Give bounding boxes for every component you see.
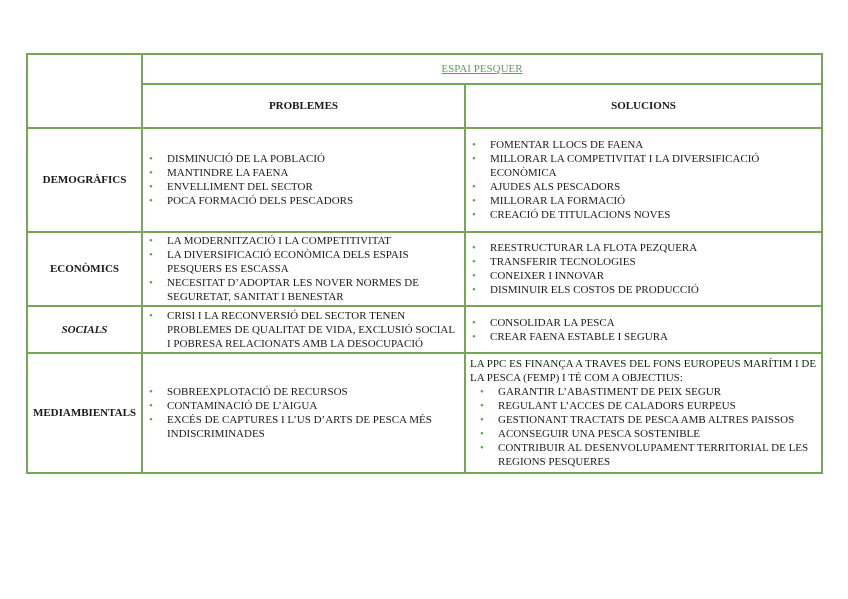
- empty-corner-cell: [27, 54, 142, 128]
- list-item: • GARANTIR L’ABASTIMENT DE PEIX SEGUR: [480, 385, 817, 399]
- table-row: [27, 232, 822, 306]
- list-item: • CONTRIBUIR AL DESENVOLUPAMENT TERRITORIAL DE LES REGIONS PESQUERES: [480, 441, 817, 469]
- table-row: [27, 128, 822, 232]
- list-item: • MILLORAR LA COMPETIVITAT I LA DIVERSIFICACIÓ ECONÒMICA: [472, 152, 817, 180]
- list-item: • NECESITAT D’ADOPTAR LES NOVER NORMES DE SEGURETAT, SANITAT I BENESTAR: [149, 276, 460, 304]
- list-item: • FOMENTAR LLOCS DE FAENA: [472, 138, 817, 152]
- table-title: ESPAI PESQUER: [142, 54, 822, 84]
- list-item: • LA DIVERSIFICACIÓ ECONÒMICA DELS ESPAIS PESQUERS ES ESCASSA: [149, 248, 460, 276]
- list-item: • MILLORAR LA FORMACIÓ: [472, 194, 817, 208]
- list-item: • CREACIÓ DE TITULACIONS NOVES: [472, 208, 817, 222]
- list-item: • REESTRUCTURAR LA FLOTA PEZQUERA: [472, 241, 817, 255]
- list-item: • EXCÉS DE CAPTURES I L’US D’ARTS DE PESCA MÉS INDISCRIMINADES: [149, 413, 460, 441]
- list-item: • POCA FORMACIÓ DELS PESCADORS: [149, 194, 460, 208]
- list-item: • TRANSFERIR TECNOLOGIES: [472, 255, 817, 269]
- list-item: • SOBREEXPLOTACIÓ DE RECURSOS: [149, 385, 460, 399]
- solutions-intro: LA PPC ES FINANÇA A TRAVES DEL FONS EUROPEUS MARÍTIM I DE LA PESCA (FEMP) I TÉ COM A OBJECTIUS:: [470, 358, 817, 384]
- list-item: • CONSOLIDAR LA PESCA: [472, 316, 817, 330]
- solutions-cell: [465, 306, 822, 353]
- category-mediambientals: MEDIAMBIENTALS: [27, 353, 142, 473]
- fishing-space-table: [26, 53, 823, 474]
- list-item: • MANTINDRE LA FAENA: [149, 166, 460, 180]
- list-item: • DISMINUIR ELS COSTOS DE PRODUCCIÓ: [472, 283, 817, 297]
- solutions-cell: [465, 128, 822, 232]
- table-row: [27, 306, 822, 353]
- list-item: • ACONSEGUIR UNA PESCA SOSTENIBLE: [480, 427, 817, 441]
- list-item: • GESTIONANT TRACTATS DE PESCA AMB ALTRES PAISSOS: [480, 413, 817, 427]
- list-item: • ENVELLIMENT DEL SECTOR: [149, 180, 460, 194]
- solutions-cell: [465, 232, 822, 306]
- header-solutions: SOLUCIONS: [465, 84, 822, 128]
- table-row: [27, 353, 822, 473]
- list-item: • CONTAMINACIÓ DE L’AIGUA: [149, 399, 460, 413]
- list-item: • AJUDES ALS PESCADORS: [472, 180, 817, 194]
- problems-cell: [142, 232, 465, 306]
- list-item: • REGULANT L’ACCES DE CALADORS EURPEUS: [480, 399, 817, 413]
- problems-cell: [142, 128, 465, 232]
- list-item: • DISMINUCIÓ DE LA POBLACIÓ: [149, 152, 460, 166]
- problems-cell: [142, 353, 465, 473]
- category-economics: ECONÒMICS: [27, 232, 142, 306]
- list-item: • LA MODERNITZACIÓ I LA COMPETITIVITAT: [149, 234, 460, 248]
- header-problems: PROBLEMES: [142, 84, 465, 128]
- category-demografics: DEMOGRÀFICS: [27, 128, 142, 232]
- list-item: • CONEIXER I INNOVAR: [472, 269, 817, 283]
- problems-cell: [142, 306, 465, 353]
- category-socials: SOCIALS: [27, 306, 142, 353]
- solutions-cell: [465, 353, 822, 473]
- list-item: • CRISI I LA RECONVERSIÓ DEL SECTOR TENEN PROBLEMES DE QUALITAT DE VIDA, EXCLUSIÓ SOCIAL I POBRESA RELACIONATS AMB LA DESOCUPACIÓ: [149, 309, 460, 351]
- list-item: • CREAR FAENA ESTABLE I SEGURA: [472, 330, 817, 344]
